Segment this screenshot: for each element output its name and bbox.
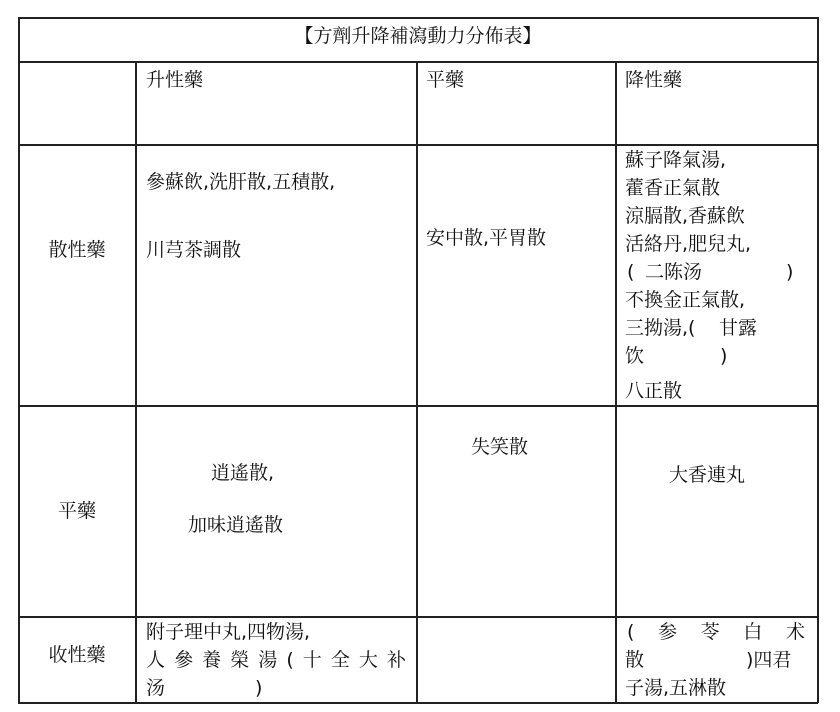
table-title: 【方劑升降補瀉動力分佈表】 [294, 25, 542, 47]
cell-neutral-ascending-1: 逍遙散, [211, 462, 275, 484]
cell-astringent-descending-2a: 散 [625, 649, 645, 671]
header-ascending-herbs: 升性藥 [146, 69, 204, 91]
cell-dispersing-descending-8b: ) [720, 345, 728, 367]
table-border-left [18, 17, 20, 703]
cell-astringent-descending-1 [627, 621, 805, 645]
char: 参 [658, 621, 678, 643]
char: 苓 [700, 621, 720, 643]
char: ( [286, 649, 294, 671]
row-label-astringent: 收性藥 [48, 644, 106, 666]
cell-dispersing-descending-6: 不換金正氣散, [625, 289, 746, 311]
cell-dispersing-descending-9: 八正散 [625, 380, 683, 402]
cell-dispersing-descending-5a: ( [627, 261, 635, 283]
char: 榮 [230, 649, 250, 671]
cell-astringent-ascending-3b: ) [255, 677, 263, 699]
char: 湯 [258, 649, 278, 671]
cell-astringent-descending-2b: )四君 [746, 649, 792, 671]
cell-dispersing-descending-4: 活絡丹,肥兒丸, [625, 233, 752, 255]
char: 白 [743, 621, 763, 643]
char: 養 [202, 649, 222, 671]
table-border-top [18, 17, 818, 19]
char: 大 [358, 649, 378, 671]
cell-dispersing-ascending-2: 川芎茶調散 [146, 239, 242, 261]
cell-dispersing-descending-5b: 二陈汤 [645, 261, 703, 283]
char: 术 [785, 621, 805, 643]
cell-astringent-ascending-3a: 汤 [146, 677, 166, 699]
cell-dispersing-descending-3: 涼膈散,香蘇飲 [625, 205, 746, 227]
cell-neutral-neutral: 失笑散 [471, 436, 529, 458]
cell-dispersing-descending-8a: 饮 [625, 345, 645, 367]
cell-dispersing-descending-7a: 三拗湯,( [625, 317, 696, 339]
col-divider-3 [615, 61, 617, 703]
col-divider-2 [416, 61, 418, 703]
cell-astringent-descending-3: 子湯,五淋散 [625, 677, 727, 699]
row-divider-ping [18, 616, 818, 618]
cell-dispersing-descending-1: 蘇子降氣湯, [625, 149, 727, 171]
header-descending-herbs: 降性藥 [625, 69, 683, 91]
cell-astringent-ascending-2 [146, 649, 406, 673]
cell-dispersing-descending-5c: ) [786, 261, 794, 283]
char: 全 [330, 649, 350, 671]
row-divider-san [18, 405, 818, 407]
row-divider-title [18, 61, 818, 63]
cell-neutral-descending: 大香連丸 [669, 464, 746, 486]
row-divider-header [18, 144, 818, 146]
header-neutral-herbs: 平藥 [426, 69, 465, 91]
cell-dispersing-neutral: 安中散,平胃散 [426, 227, 547, 249]
cell-dispersing-descending-7b: 甘露 [719, 317, 758, 339]
char: ( [627, 621, 635, 643]
col-divider-1 [135, 61, 137, 703]
char: 十 [302, 649, 322, 671]
char: 參 [174, 649, 194, 671]
table-border-bottom [18, 702, 818, 704]
cell-astringent-ascending-1: 附子理中丸,四物湯, [146, 621, 311, 643]
row-label-neutral: 平藥 [57, 500, 96, 522]
cell-neutral-ascending-2: 加味逍遙散 [188, 514, 284, 536]
char: 人 [146, 649, 166, 671]
table-border-right [817, 17, 819, 703]
cell-dispersing-ascending-1: 參蘇飲,洗肝散,五積散, [146, 171, 336, 193]
char: 补 [386, 649, 406, 671]
row-label-dispersing: 散性藥 [48, 239, 106, 261]
cell-dispersing-descending-2: 藿香正氣散 [625, 177, 721, 199]
